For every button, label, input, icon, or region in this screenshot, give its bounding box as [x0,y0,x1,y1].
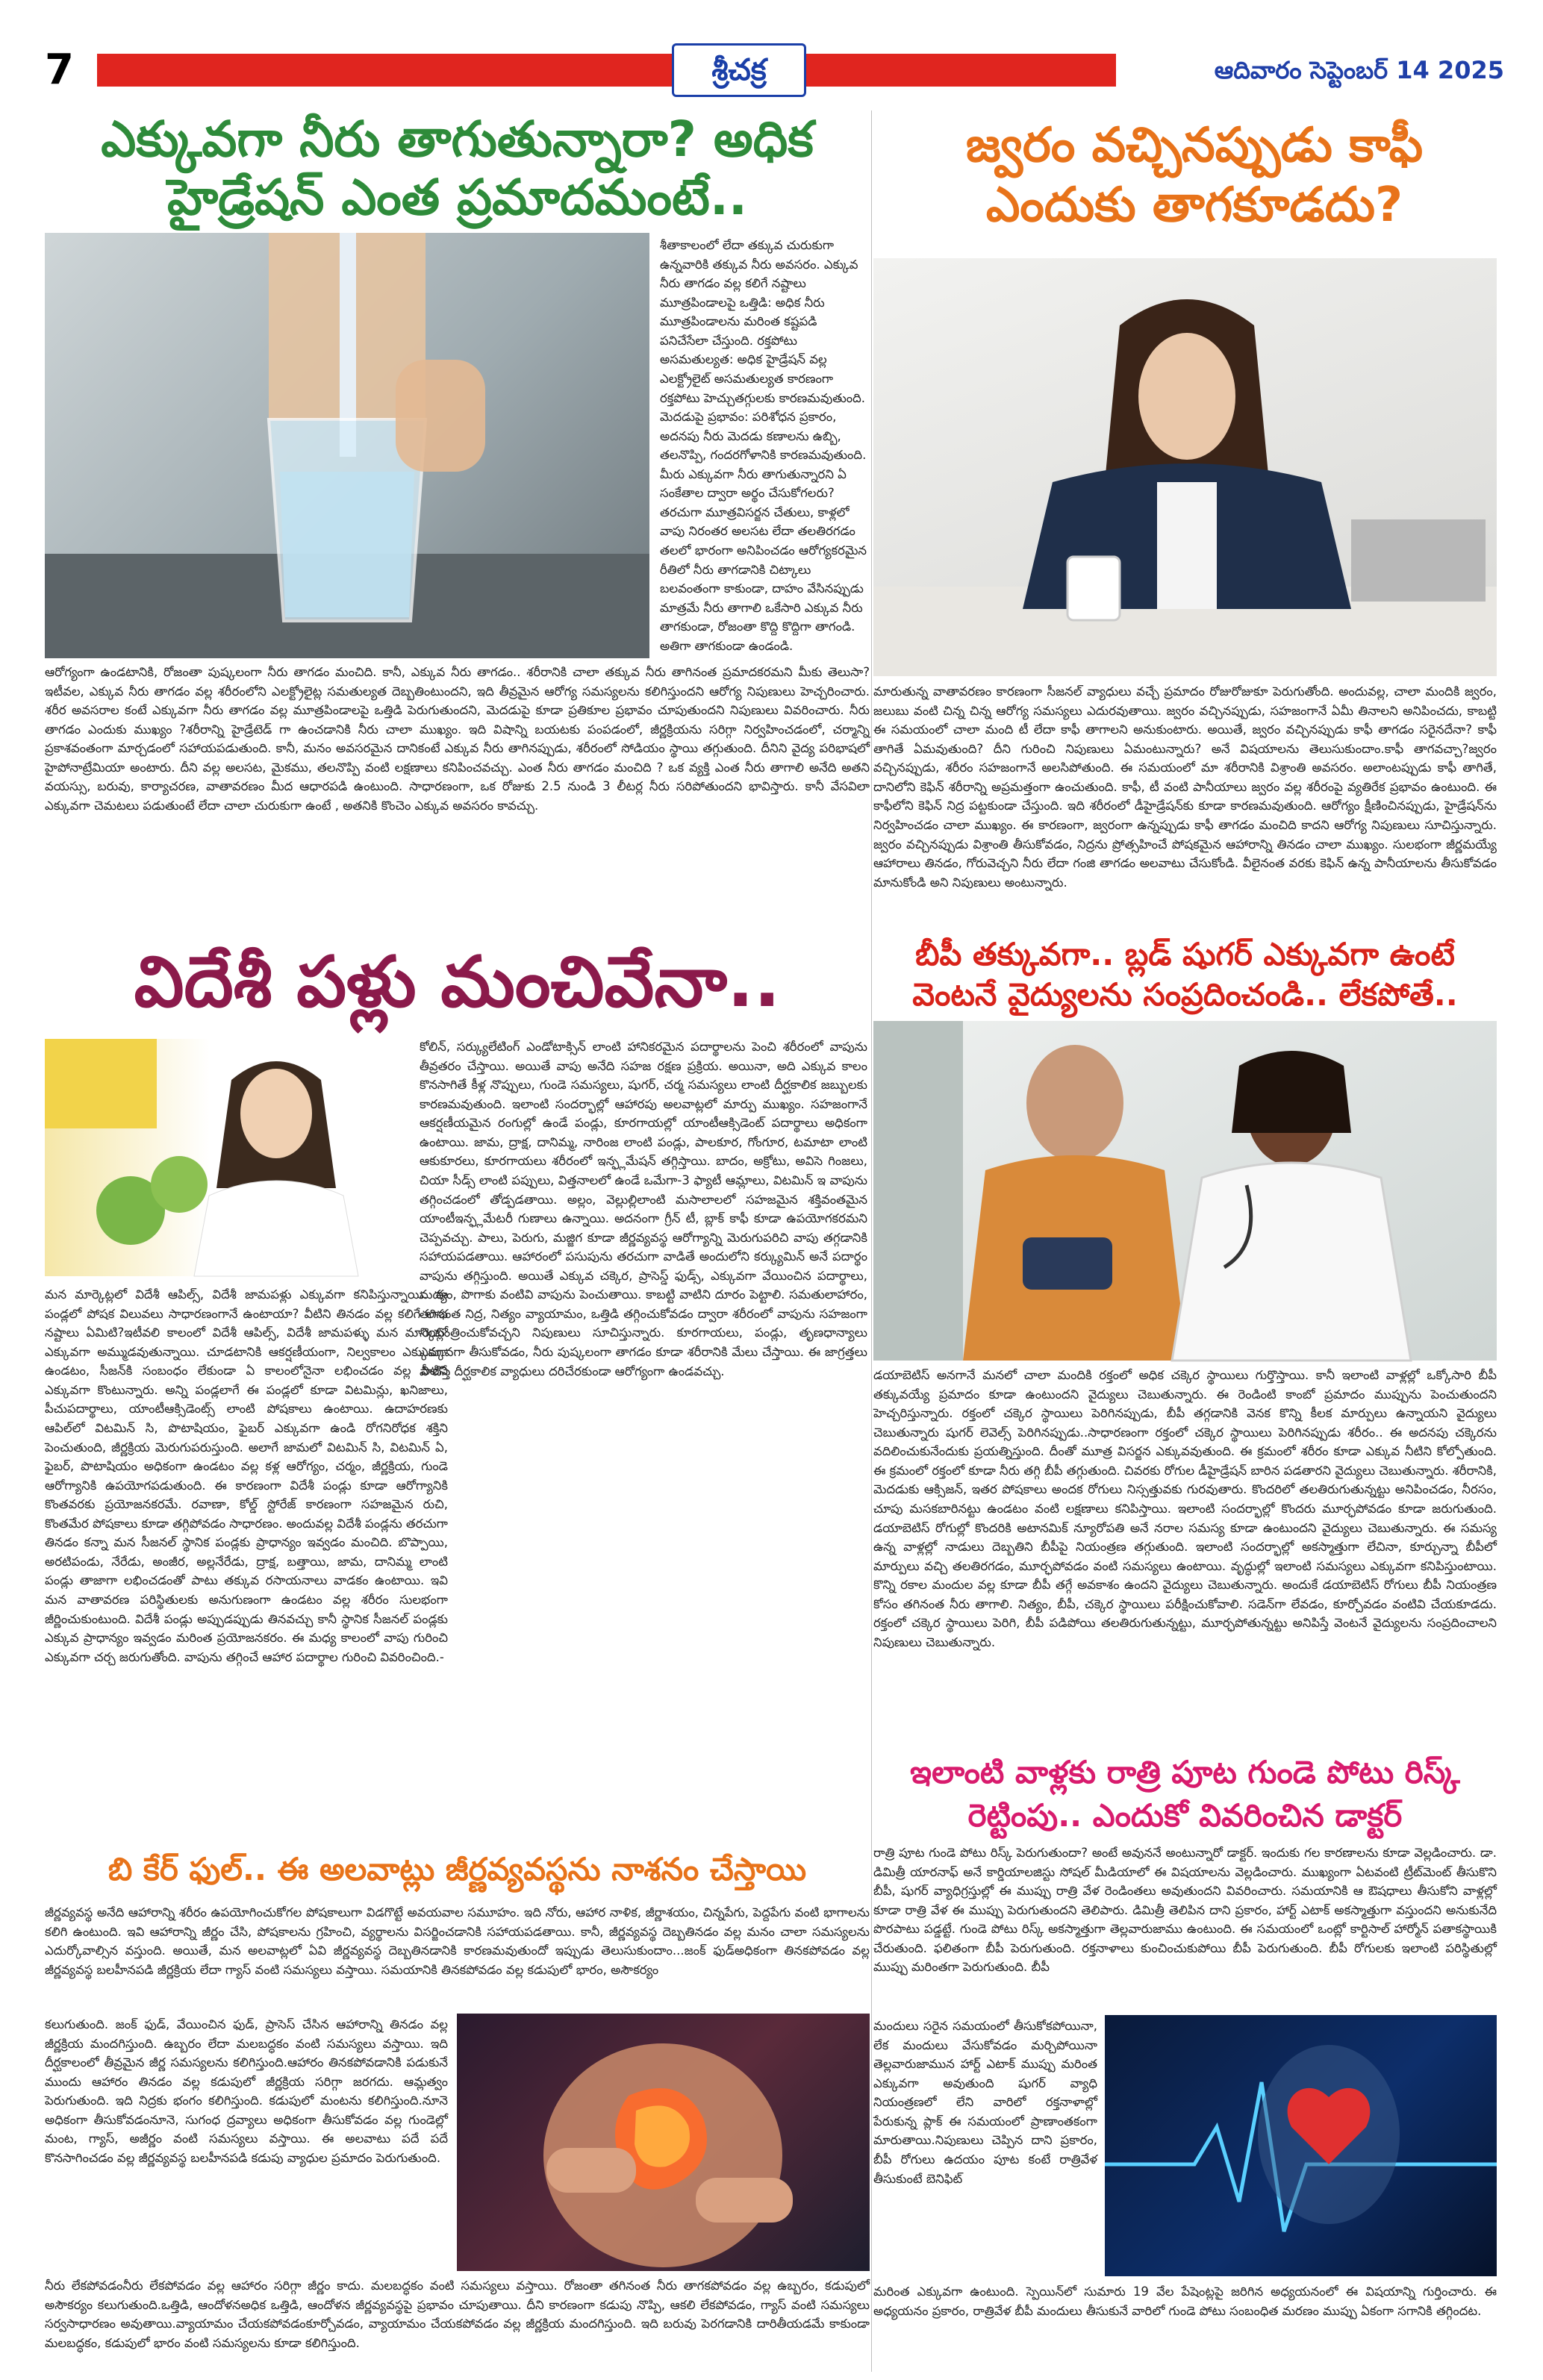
heart-attack-illustration [1105,2015,1497,2276]
digestion-headline: బి కేర్ ఫుల్.. ఈ అలవాట్లు జీర్ణవ్యవస్థను నాశనం చేస్తాయి [107,1851,807,1887]
guava-woman-photo [45,1039,412,1276]
fruits-headline: విదేశీ పళ్లు మంచివేనా.. [134,942,781,1023]
masthead-bar-right [806,54,1116,87]
heart-headline-line1: ఇలాంటి వాళ్లకు రాత్రి పూట గుండె పోటు రిస్క్ [910,1754,1460,1790]
bp-headline-line1: బీపీ తక్కువగా.. బ్లడ్ షుగర్ ఎక్కువగా ఉంటే [915,936,1455,972]
water-glass-illustration [45,233,649,658]
hydration-headline-line1: ఎక్కువగా నీరు తాగుతున్నారా? అధిక [101,110,814,168]
digestion-body-bottom: నీరు లేకపోవడంనీరు లేకపోవడం వల్ల ఆహారం సరిగ్గా జీర్ణం కాదు. మలబద్ధకం వంటి సమస్యలు వస్తాయి. రోజంతా తగినంత నీరు తాగకపోవడం వల్ల ఉబ్బరం, కడుపులో అసౌకర్యం కలుగుతుంది.ఒత్తిడి, ఆందోళనఅధిక ఒత్తిడి, ఆందోళన జీర్ణవ్యవస్థపై ప్రభావం చూపుతాయి. దీని కారణంగా కడుపు నొప్పి, ఆకలి లేకపోవడం, గ్యాస్ వంటి సమస్యలు సర్వసాధారణం అవుతాయి.వ్యాయామం చేయకపోవడంకూర్చోవడం, వ్యాయామం చేయకపోవడం వల్ల జీర్ణక్రియ మందగిస్తుంది. ఇది బరువు పెరగడానికి దారితీయడమే కాకుండా మలబద్ధకం, కడుపులో భారం వంటి సమస్యలను కూడా కలిగిస్తుంది. [45,2279,870,2350]
stomach-pain-photo [457,2014,870,2271]
hydration-headline-line2: హైడ్రేషన్ ఎంత ప్రమాదమంటే.. [166,169,748,226]
coffee-headline-line2: ఎందుకు తాగకూడదు? [985,178,1403,233]
fruits-right-column: కోలిన్, సర్క్యులేటింగ్ ఎండోటాక్సిన్ లాంటి హానికరమైన పదార్థాలను పెంచి శరీరంలో వాపును తీవ్రతరం చేస్తాయి. అయితే వాపు అనేది సహజ రక్షణ ప్రక్రియ. అయినా, అది ఎక్కువ కాలం కొనసాగితే కీళ్ల నొప్పులు, గుండె సమస్యలు, షుగర్, చర్మ సమస్యలు లాంటి దీర్ఘకాలిక జబ్బులకు కారణమవుతుంది. ఇలాంటి సందర్భాల్లో ఆహారపు అలవాట్లలో మార్పు ముఖ్యం. సహజంగానే ఆకర్షణీయమైన రంగుల్లో ఉండే పండ్లు, కూరగాయల్లో యాంటీఆక్సిడెంట్ పదార్థాలు అధికంగా ఉంటాయి. జామ, ద్రాక్ష, దానిమ్మ, నారింజ లాంటి పండ్లు, పాలకూర, గోంగూర, టమాటా లాంటి ఆకుకూరలు, కూరగాయలు శరీరంలో ఇన్ఫ్లమేషన్ తగ్గిస్తాయి. బాదం, అక్రోటు, అవిసె గింజలు, చియా సీడ్స్ లాంటి పప్పులు, విత్తనాలలో ఉండే ఒమేగా-3 ఫ్యాటీ ఆమ్లాలు, విటమిన్ ఇ వాపును తగ్గించడంలో తోడ్పడతాయి. అల్లం, వెల్లుల్లిలాంటి మసాలాలలో సహజమైన శక్తివంతమైన యాంటీఇన్ఫ్లమేటరీ గుణాలు ఉన్నాయి. అదనంగా గ్రీన్ టీ, బ్లాక్ కాఫీ కూడా ఉపయోగకరమని చెప్పవచ్చు. పాలు, పెరుగు, మజ్జిగ కూడా జీర్ణవ్యవస్థ ఆరోగ్యాన్ని మెరుగుపరిచి వాపు తగ్గడానికి సహాయపడతాయి. ఆహారంలో పసుపును తరచుగా వాడితే అందులోని కర్క్యుమిన్ అనే పదార్థం వాపును తగ్గిస్తుంది. అయితే ఎక్కువ చక్కెర, ప్రాసెస్డ్ ఫుడ్స్, ఎక్కువగా వేయించిన పదార్థాలు, మద్యం, పొగాకు వంటివి వాపును పెంచుతాయి. కాబట్టి వాటిని దూరం పెట్టాలి. సమతులాహారం, తగినంత నిద్ర, నిత్యం వ్యాయామం, ఒత్తిడి తగ్గించుకోవడం ద్వారా శరీరంలో వాపును సహజంగా నియంత్రించుకోవచ్చని నిపుణులు సూచిస్తున్నారు. కూరగాయలు, పండ్లు, తృణధాన్యాలు ఎక్కువగా తీసుకోవడం, నీరు పుష్కలంగా తాగడం కూడా శరీరానికి మేలు చేస్తాయి. ఈ జాగ్రత్తలు పాటిస్తే దీర్ఘకాలిక వ్యాధులు దరిచేరకుండా ఆరోగ్యంగా ఉండవచ్చు. [420,1040,867,1378]
issue-date: ఆదివారం సెప్టెంబర్ 14 2025 [1116,48,1504,93]
bp-headline-line2: వెంటనే వైద్యులను సంప్రదించండి.. లేకపోతే.. [912,976,1458,1013]
page-number: 7 [45,46,74,94]
fever-woman-illustration [873,258,1497,676]
heart-attack-photo [1105,2015,1497,2276]
fruits-left-column: మన మార్కెట్లలో విదేశీ ఆపిల్స్, విదేశీ జామపళ్లు ఎక్కువగా కనిపిస్తున్నాయి. ఈ పండ్లలో పోషక విలువలు సాధారణంగానే ఉంటాయా? వీటిని తినడం వల్ల కలిగే లాభ నష్టాలు ఏమిటి?ఇటీవలి కాలంలో విదేశీ ఆపిల్స్, విదేశీ జామపళ్ళు మన మార్కెట్లో ఎక్కువగా అమ్ముడవుతున్నాయి. చూడటానికి ఆకర్షణీయంగా, నిల్వకాలం ఎక్కువగా ఉండటం, సీజన్‌కి సంబంధం లేకుండా ఏ కాలంలోనైనా లభించడం వల్ల వీటిని ఎక్కువగా కొంటున్నారు. అన్ని పండ్లలాగే ఈ పండ్లలో కూడా విటమిన్లు, ఖనిజాలు, పీచుపదార్థాలు, యాంటీఆక్సిడెంట్స్ లాంటి పోషకాలు ఉంటాయి. ఉదాహరణకు ఆపిల్‌లో విటమిన్ సి, పొటాషియం, ఫైబర్ ఎక్కువగా ఉండి రోగనిరోధక శక్తిని పెంచుతుంది, జీర్ణక్రియ మెరుగుపరుస్తుంది. అలాగే జామలో విటమిన్ సి, విటమిన్ ఏ, ఫైబర్, పొటాషియం అధికంగా ఉండటం వల్ల కళ్ల ఆరోగ్యం, చర్మం, జీర్ణక్రియ, గుండె ఆరోగ్యానికి ఉపయోగపడుతుంది. ఈ కారణంగా విదేశీ పండ్లు కూడా ఆరోగ్యానికి కొంతవరకు ప్రయోజనకరమే. రవాణా, కోల్డ్ స్టోరేజ్ కారణంగా సహజమైన రుచి, కొంతమేర పోషకాలు కూడా తగ్గిపోవడం సాధారణం. అందువల్ల విదేశీ పండ్లను తరచుగా తినడం కన్నా మన సీజనల్ స్థానిక పండ్లకు ప్రాధాన్యం ఇవ్వడం మంచిది. బొప్పాయి, అరటిపండు, నేరేడు, అంజీర, అల్లనేరేడు, ద్రాక్ష, బత్తాయి, జామ, దానిమ్మ లాంటి పండ్లు తాజాగా లభించడంతో పాటు తక్కువ రసాయనాలు వాడకం ఉంటాయి. ఇవి మన వాతావరణ పరిస్థితులకు అనుగుణంగా ఉండటం వల్ల శరీరం సులభంగా జీర్ణించుకుంటుంది. విదేశీ పండ్లు అప్పుడప్పుడు తినవచ్చు కానీ స్థానిక సీజనల్ పండ్లకు ఎక్కువ ప్రాధాన్యం ఇవ్వడం మరింత ప్రయోజనకరం. ఈ మధ్య కాలంలో వాపు గురించి ఎక్కువగా చర్చ జరుగుతోంది. వాపును తగ్గించే ఆహార పదార్థాల గురించి వివరించింది.- [45,1287,448,1664]
digestion-body-top: జీర్ణవ్యవస్థ అనేది ఆహారాన్ని శరీరం ఉపయోగించుకోగల పోషకాలుగా విడగొట్టే అవయవాల సమూహం. ఇది నోరు, ఆహార నాళిక, జీర్ణాశయం, చిన్నపేగు, పెద్దపేగు వంటి భాగాలను కలిగి ఉంటుంది. ఇవి ఆహారాన్ని జీర్ణం చేసి, పోషకాలను గ్రహించి, వ్యర్థాలను విసర్జించడానికి సహాయపడతాయి. కానీ, జీర్ణవ్యవస్థ దెబ్బతినడం వల్ల మనం చాలా సమస్యలను ఎదుర్కోవాల్సిన వస్తుంది. అయితే, మన అలవాట్లలో ఏవి జీర్ణవ్యవస్థ దెబ్బతినడానికి కారణమవుతుందో ఇప్పుడు తెలుసుకుందాం...జంక్ ఫుడ్అధికంగా తినకపోవడం వల్ల జీర్ణవ్యవస్థ బలహీనపడి జీర్ణక్రియ లేదా గ్యాస్ వంటి సమస్యలు వస్తాయి. సమయానికి తినకపోవడం వల్ల కడుపులో భారం, అసౌకర్యం [45,1905,870,1977]
masthead-bar-left [97,54,672,87]
doctor-bp-photo [873,1021,1497,1361]
heart-left-column: మందులు సరైన సమయంలో తీసుకోకపోయినా, లేక మందులు వేసుకోవడం మర్చిపోయినా తెల్లవారుజామున హార్ట్ ఎటాక్ ముప్పు మరింత ఎక్కువగా అవుతుంది షుగర్ వ్యాధి నియంత్రణలో లేని వారిలో రక్తనాళాల్లో పేరుకున్న ప్లాక్ ఈ సమయంలో ప్రాణాంతకంగా మారుతాయి.నిపుణులు చెప్పిన దాని ప్రకారం, బీపీ రోగులు ఉదయం పూట కంటే రాత్రివేళ తీసుకుంటే బెనిఫిట్ [873,2019,1097,2186]
newspaper-logo: శ్రీచక్ర [672,43,806,97]
heart-body-bottom: మరింత ఎక్కువగా ఉంటుంది. స్పెయిన్‌లో సుమారు 19 వేల పేషెంట్లపై జరిగిన అధ్యయనంలో ఈ విషయాన్ని గుర్తించారు. ఈ అధ్యయనం ప్రకారం, రాత్రివేళ బీపీ మందులు తీసుకునే వారిలో గుండె పోటు సంబంధిత మరణం ముప్పు ఏకంగా సగానికి తగ్గిందట. [873,2284,1497,2318]
masthead [45,43,1504,97]
fever-woman-photo [873,258,1497,676]
coffee-headline-line1: జ్వరం వచ్చినప్పుడు కాఫీ [965,118,1424,173]
coffee-body: మారుతున్న వాతావరణం కారణంగా సీజనల్ వ్యాధులు వచ్చే ప్రమాదం రోజురోజుకూ పెరుగుతోంది. అందువల్ల, చాలా మందికి జ్వరం, జలుబు వంటి చిన్న చిన్న ఆరోగ్య సమస్యలు ఎదురవుతాయి. జ్వరం వచ్చినప్పుడు, సహజంగానే ఏమీ తినాలని అనిపించదు, కాబట్టి ఈ సమయంలో చాలా మంది టీ లేదా కాఫీ తాగాలని అనుకుంటారు. అయితే, జ్వరం వచ్చినప్పుడు కాఫీ తాగడం సరైనదేనా? కాఫీ తాగితే ఏమవుతుంది? దీని గురించి నిపుణులు ఏమంటున్నారు? అనే విషయాలను తెలుసుకుందాం.కాఫీ తాగవచ్చా?జ్వరం వచ్చినప్పుడు, శరీరం సహజంగానే అలసిపోతుంది. ఈ సమయంలో మా శరీరానికి విశ్రాంతి అవసరం. అలాంటప్పుడు కాఫీ తాగితే, దానిలోని కెఫిన్ శరీరాన్ని అప్రమత్తంగా ఉంచుతుంది. కాఫీ, టీ వంటి పానీయాలు జ్వరం వల్ల శరీరంపై వ్యతిరేక ప్రభావం ఉంటుంది. ఈ కాఫీలోని కెఫిన్ నిద్ర పట్టకుండా చేస్తుంది. ఇది శరీరంలో డీహైడ్రేషన్‌కు కూడా కారణమవుతుంది. ఆరోగ్యం క్షీణించినప్పుడు, హైడ్రేషన్‌ను నిర్వహించడం చాలా ముఖ్యం. ఈ కారణంగా, జ్వరంగా ఉన్నప్పుడు కాఫీ తాగడం మంచిది కాదని ఆరోగ్య నిపుణులు సూచిస్తున్నారు. జ్వరం వచ్చినప్పుడు విశ్రాంతి తీసుకోవడం, నిద్రను ప్రోత్సహించే పోషకమైన ఆహారాన్ని తినడం చాలా ముఖ్యం. సులభంగా జీర్ణమయ్యే ఆహారాలు తినడం, గోరువెచ్చని నీరు లేదా గంజి తాగడం అలవాటు చేసుకోండి. వీలైనంత వరకు కెఫిన్ ఉన్న పానీయాలను తీసుకోవడం మానుకోండి అని నిపుణులు అంటున్నారు. [873,684,1497,890]
stomach-pain-illustration [457,2014,870,2271]
digestion-left-column: కలుగుతుంది. జంక్ ఫుడ్, వేయించిన ఫుడ్, ప్రాసెస్ చేసిన ఆహారాన్ని తినడం వల్ల జీర్ణక్రియ మందగిస్తుంది. ఉబ్బరం లేదా మలబద్ధకం వంటి సమస్యలు వస్తాయి. ఇది దీర్ఘకాలంలో తీవ్రమైన జీర్ణ సమస్యలను కలిగిస్తుంది.ఆహారం తినకపోవడానికి పడుకునే ముందు ఆహారం తినడం వల్ల కడుపులో జీర్ణక్రియ సరిగ్గా జరగదు. ఆమ్లత్వం పెరుగుతుంది. ఇది నిద్రకు భంగం కలిగిస్తుంది. కడుపులో మంటను కలిగిస్తుంది.నూనె అధికంగా తీసుకోవడంనూనె, సుగంధ ద్రవ్యాలు అధికంగా తీసుకోవడం వల్ల గుండెల్లో మంట, గ్యాస్, అజీర్ణం వంటి సమస్యలు వస్తాయి. ఈ అలవాటు పదే పదే కొనసాగించడం వల్ల జీర్ణవ్యవస్థ బలహీనపడి కడుపు వ్యాధుల ప్రమాదం పెరుగుతుంది. [45,2017,448,2165]
column-divider [871,110,872,2372]
doctor-bp-illustration [873,1021,1497,1361]
heart-headline-line2: రెట్టింపు.. ఎందుకో వివరించిన డాక్టర్ [967,1797,1403,1834]
guava-woman-illustration [45,1039,412,1276]
heart-body-top: రాత్రి పూట గుండె పోటు రిస్క్ పెరుగుతుందా? అంటే అవుననే అంటున్నారో డాక్టర్. ఇందుకు గల కారణాలను కూడా వెల్లడించారు. డా. డిమిత్రీ యారనాఫ్ అనే కార్డియాలజిస్టు సోషల్ మీడియాలో ఈ విషయాలను వెల్లడించారు. ముఖ్యంగా ఏటవంటి ట్రీట్‌మెంట్ తీసుకొని బీపీ, షుగర్ వ్యాధిగ్రస్తుల్లో ఈ ముప్పు రాత్రి వేళ రెండింతలు అవుతుందని వివరించారు. సమయానికి ఆ ఔషధాలు తీసుకోని వాళ్లల్లో కూడా రాత్రి వేళ ఈ ముప్పు పెరుగుతుందని తెలిపారు. డిమిత్రీ తెలిపిన దాని ప్రకారం, హార్ట్ ఎటాక్ అకస్మాత్తుగా వస్తుందని అనుకునేది పొరపాటు పడ్డట్టే. గుండె పోటు రిస్క్ అకస్మాత్తుగా తెల్లవారుజాము ఉంటుంది. ఈ సమయంలో ఒంట్లో కార్టిసాల్ హార్మోన్ పతాకస్థాయికి చేరుతుంది. ఫలితంగా బీపీ పెరుగుతుంది. రక్తనాళాలు కుంచించుకుపోయి బీపీ పెరుగుతుంది. బీపీ రోగులకు ఇలాంటి పరిస్థితుల్లో ముప్పు మరింతగా పెరుగుతుంది. బీపీ [873,1846,1497,1975]
hydration-body: ఆరోగ్యంగా ఉండటానికి, రోజంతా పుష్కలంగా నీరు తాగడం మంచిది. కానీ, ఎక్కువ నీరు తాగడం.. శరీరానికి చాలా తక్కువ నీరు తాగినంత ప్రమాదకరమని మీకు తెలుసా? ఇటీవల, ఎక్కువ నీరు తాగడం వల్ల శరీరంలోని ఎలక్ట్రోలైట్ల సమతుల్యత దెబ్బతింటుందని, ఇది తీవ్రమైన ఆరోగ్య సమస్యలను కలిగిస్తుందని ఆరోగ్య నిపుణులు హెచ్చరించారు. శరీర అవసరాల కంటే ఎక్కువగా నీరు తాగడం వల్ల మూత్రపిండాలపై ఒత్తిడి పెరుగుతుందని, మెదడుపై కూడా ప్రతికూల ప్రభావం చూపుతుందని నిపుణులు వివరించారు. నీరు తాగడం ఎందుకు ముఖ్యం ?శరీరాన్ని హైడ్రేటెడ్ గా ఉంచడానికి నీరు చాలా ముఖ్యం. ఇది విషాన్ని బయటకు పంపడంలో, జీర్ణక్రియను సరిగ్గా నిర్వహించడంలో, చర్మాన్ని ప్రకాశవంతంగా మార్చడంలో సహాయపడుతుంది. కానీ, మనం అవసరమైన దానికంటే ఎక్కువ నీరు తాగినప్పుడు, శరీరంలో సోడియం స్థాయి తగ్గుతుంది. దీనిని వైద్య పరిభాషలో హైపోనాట్రేమియా అంటారు. దీని వల్ల అలసట, మైకము, తలనొప్పి వంటి లక్షణాలు కనిపించవచ్చు. ఎంత నీరు తాగడం మంచిది ? ఒక వ్యక్తి ఎంత నీరు తాగాలి అనేది అతని వయస్సు, బరువు, కార్యాచరణ, వాతావరణం మీద ఆధారపడి ఉంటుంది. సాధారణంగా, ఒక రోజుకు 2.5 నుండి 3 లీటర్ల నీరు సరిపోతుందని భావిస్తారు. కానీ వేసవిలా ఎక్కువగా చెమటలు పడుతుంటే లేదా చాలా చురుకుగా ఉంటే , అతనికి కొంచెం ఎక్కువ అవసరం కావచ్చు. [45,665,870,813]
bp-body: డయాబెటిస్ అనగానే మనలో చాలా మందికి రక్తంలో అధిక చక్కెర స్థాయిలు గుర్తొస్తాయి. కానీ ఇలాంటి వాళ్లల్లో ఒక్కోసారి బీపీ తక్కువయ్యే ప్రమాదం కూడా ఉంటుందని వైద్యులు చెబుతున్నారు. ఈ రెండింటి కాంబో ప్రమాదం ముప్పును పెంచుతుందని హెచ్చరిస్తున్నారు. రక్తంలో చక్కెర స్థాయిలు పెరిగినప్పుడు, బీపీ తగ్గడానికి వెనక కొన్ని కీలక మార్పులు ఉన్నాయని వైద్యులు చెబుతున్నారు షుగర్ లెవెల్స్ పెరిగినప్పుడు..సాధారణంగా రక్తంలో చక్కెర స్థాయిలు పెరిగినప్పుడు శరీరం.. ఈ అదనపు చక్కెరను వదిలించుకునేందుకు ప్రయత్నిస్తుంది. దీంతో మూత్ర విసర్జన ఎక్కువవుతుంది. ఈ క్రమంలో శరీరం కూడా ఎక్కువ నీటిని కోల్పోతుంది. ఈ క్రమంలో రక్తంలో కూడా నీరు తగ్గి బీపీ తగ్గుతుంది. చివరకు రోగుల డీహైడ్రేషన్ బారిన పడతారని వైద్యులు చెబుతున్నారు. శరీరానికి, మెదడుకు ఆక్సిజన్, ఇతర పోషకాలు అందక రోగులు నిస్సత్తువకు గురవుతారు. కొందరిలో తలతిరుగుతున్నట్టు అనిపించడం, నీరసం, చూపు మసకబారినట్టు ఉండటం వంటి లక్షణాలు కనిపిస్తాయి. ఇలాంటి సందర్భాల్లో కొందరు మూర్ఛపోవడం కూడా జరుగుతుంది. డయాబెటిస్ రోగుల్లో కొందరికి అటానమిక్ న్యూరోపతి అనే నరాల సమస్య కూడా ఉంటుందని వైద్యులు చెబుతున్నారు. ఈ సమస్య ఉన్న వాళ్లల్లో నాడులు దెబ్బతిని బీపీపై నియంత్రణ తగ్గుతుంది. ఇలాంటి సందర్భాల్లో అకస్మాత్తుగా లేచినా, కూర్చున్నా బీపీలో మార్పులు వచ్చి తలతిరగడం, మూర్ఛపోవడం వంటి సమస్యలు ఉంటాయి. వృద్ధుల్లో ఇలాంటి సమస్యలు ఎక్కువగా కనిపిస్తుంటాయి. కొన్ని రకాల మందుల వల్ల కూడా బీపీ తగ్గే అవకాశం ఉందని వైద్యులు చెబుతున్నారు. అందుకే డయాబెటిస్ రోగులు బీపీ నియంత్రణ కోసం తగినంత నీరు తాగాలి. నిత్యం, బీపీ, చక్కెర స్థాయిలు పరీక్షించుకోవాలి. సడెన్‌గా లేవడం, కూర్చోవడం వంటివి చేయకూడదు. రక్తంలో చక్కెర స్థాయిలు పెరిగి, బీపీ పడిపోయి తలతిరుగుతున్నట్టు, మూర్ఛపోతున్నట్టు అనిపిస్తే వెంటనే వైద్యులను సంప్రదించాలని నిపుణులు చెబుతున్నారు. [873,1368,1497,1649]
hydration-side-column: శీతాకాలంలో లేదా తక్కువ చురుకుగా ఉన్నవారికి తక్కువ నీరు అవసరం. ఎక్కువ నీరు తాగడం వల్ల కలిగే నష్టాలు మూత్రపిండాలపై ఒత్తిడి: అధిక నీరు మూత్రపిండాలను మరింత కష్టపడి పనిచేసేలా చేస్తుంది. రక్తపోటు అసమతుల్యత: అధిక హైడ్రేషన్ వల్ల ఎలక్ట్రోలైట్ అసమతుల్యత కారణంగా రక్తపోటు హెచ్చుతగ్గులకు కారణమవుతుంది. మెదడుపై ప్రభావం: పరిశోధన ప్రకారం, అదనపు నీరు మెదడు కణాలను ఉబ్బి, తలనొప్పి, గందరగోళానికి కారణమవుతుంది. మీరు ఎక్కువగా నీరు తాగుతున్నారని ఏ సంకేతాల ద్వారా అర్థం చేసుకోగలరు? తరచుగా మూత్రవిసర్జన చేతులు, కాళ్లలో వాపు నిరంతర అలసట లేదా తలతిరగడం తలలో భారంగా అనిపించడం ఆరోగ్యకరమైన రీతిలో నీరు తాగడానికి చిట్కాలు బలవంతంగా కాకుండా, దాహం వేసినప్పుడు మాత్రమే నీరు తాగాలి ఒకేసారి ఎక్కువ నీరు తాగకుండా, రోజంతా కొద్ది కొద్దిగా తాగండి. అతిగా తాగకుండా ఉండండి. [660,238,867,653]
water-glass-photo [45,233,649,658]
